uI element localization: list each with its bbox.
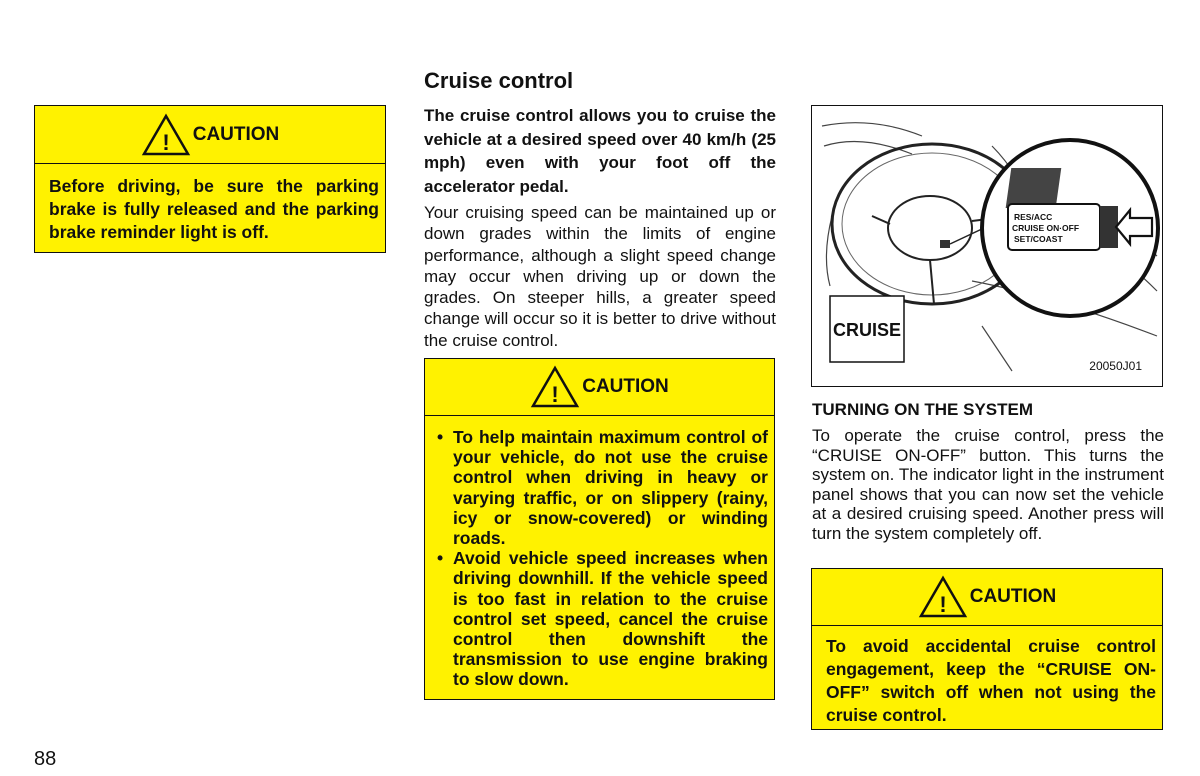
warning-triangle-icon (918, 575, 968, 619)
steering-wheel-illustration (812, 106, 1161, 385)
section-title: Cruise control (424, 68, 574, 93)
caution-heading: CAUTION (969, 586, 1057, 607)
lever-label-on-off: CRUISE ON·OFF (1012, 223, 1080, 233)
cruise-control-figure (811, 105, 1163, 387)
caution-text: To avoid accidental cruise control engagement, keep the “CRUISE ON-OFF” switch off when not using the cruise control. (826, 636, 1156, 725)
right-caution-box (811, 568, 1163, 730)
body-paragraph: Your cruising speed can be maintained up or down grades within the limits of engine performance, although a slight speed change may occur when driving up or down the grades. On steeper hills, a greater speed change will occur so it is better to drive without the cruise control. (424, 203, 776, 350)
intro-paragraph: The cruise control allows you to cruise the vehicle at a desired speed over 40 km/h (25 mph) even with your foot off the accelerator pedal. (424, 106, 776, 196)
caution-header (35, 106, 385, 164)
middle-caution-box (424, 358, 775, 700)
turning-on-heading: TURNING ON THE SYSTEM (812, 400, 1034, 419)
page-number: 88 (34, 748, 57, 770)
bullet-item: • To help maintain maximum control of your vehicle, do not use the cruise control when driving in heavy or varying traffic, or on slippery (rainy, icy or snow-covered) or winding roads. (437, 427, 768, 548)
caution-heading: CAUTION (582, 376, 669, 397)
caution-heading: CAUTION (192, 123, 280, 145)
left-caution-box (34, 105, 386, 253)
caution-bullets (425, 416, 774, 690)
caution-header (812, 569, 1162, 626)
turning-on-paragraph: To operate the cruise control, press the “CRUISE ON-OFF” button. This turns the system on. The indicator light in the instrument panel shows that you can now set the vehicle at a desired cruising speed. Another press will turn the system completely off. (812, 426, 1164, 543)
bullet-item: • Avoid vehicle speed increases when driving downhill. If the vehicle speed is too fast in relation to the cruise control set speed, cancel the cruise control then downshift the transmission to use engine braking to slow down. (437, 548, 768, 689)
svg-text:!: ! (551, 382, 559, 407)
svg-text:!: ! (939, 592, 947, 617)
caution-header (425, 359, 774, 416)
cruise-indicator-label: CRUISE (832, 320, 902, 340)
svg-text:!: ! (162, 129, 170, 155)
figure-code: 20050J01 (1089, 359, 1142, 373)
lever-label-set-coast: SET/COAST (1014, 234, 1063, 244)
lever-label-res-acc: RES/ACC (1014, 212, 1053, 222)
warning-triangle-icon (530, 365, 580, 409)
warning-triangle-icon (141, 113, 191, 157)
caution-text: Before driving, be sure the parking brake is fully released and the parking brake reminder light is off. (49, 176, 379, 242)
